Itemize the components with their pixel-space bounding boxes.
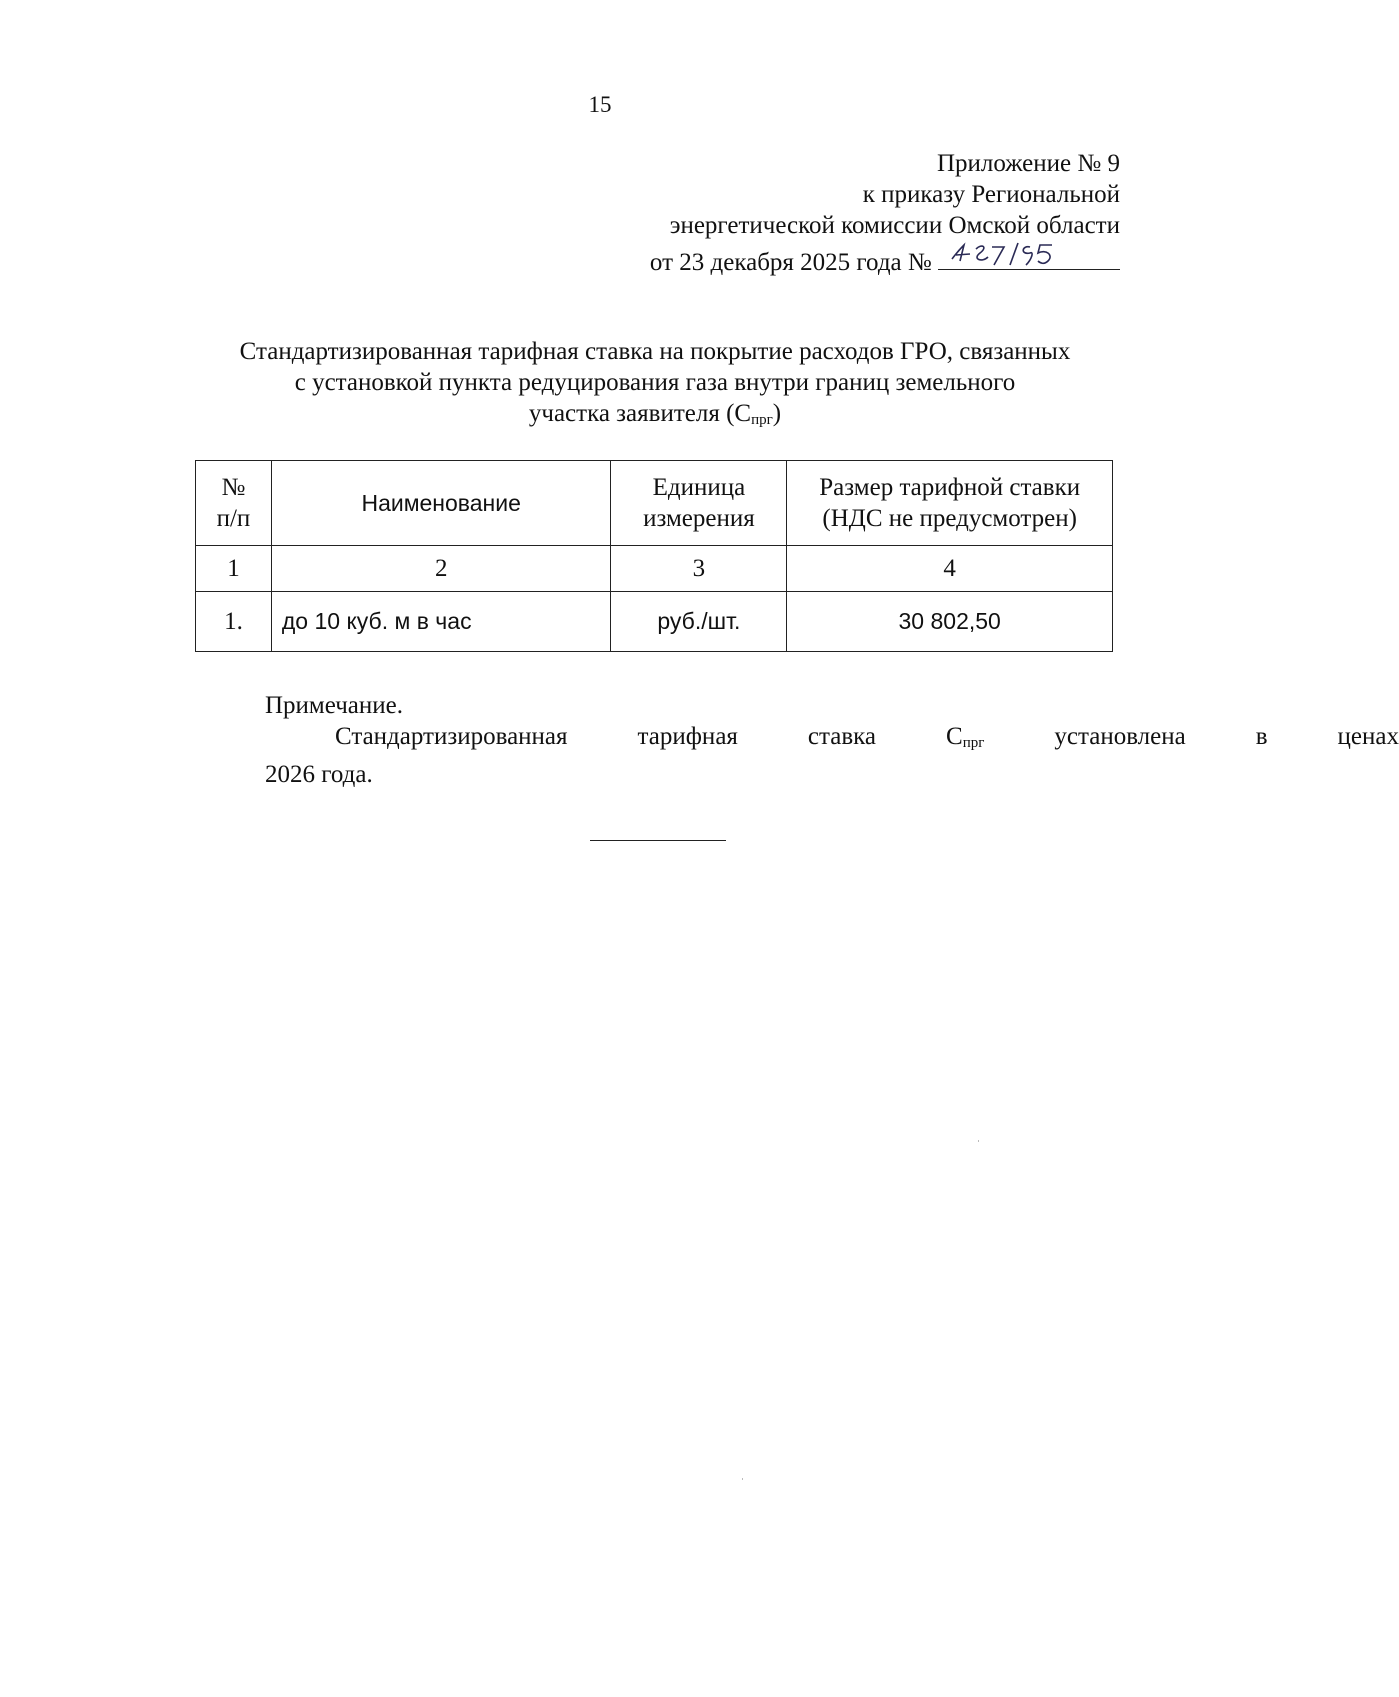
header-number-line-1: №	[221, 474, 246, 501]
note-symbol	[876, 721, 984, 759]
title-line-3	[190, 398, 1120, 436]
note-symbol-subscript: прг	[962, 735, 985, 751]
table-row	[196, 592, 1113, 652]
row-name: до 10 куб. м в час	[271, 592, 611, 652]
header-rate-line-1: Размер тарифной ставки	[819, 474, 1081, 501]
appendix-date: от 23 декабря 2025 года №	[649, 249, 932, 276]
title-line-1: Стандартизированная тарифная ставка на покрытие расходов ГРО, связанных	[239, 338, 1071, 365]
handwritten-signature-icon	[948, 241, 1068, 271]
note-word-3: ставка	[807, 723, 877, 750]
note-word-2: тарифная	[637, 723, 738, 750]
row-number: 1.	[196, 592, 272, 652]
note-title: Примечание.	[265, 692, 404, 719]
note-symbol-letter: С	[946, 723, 963, 750]
header-number	[196, 461, 272, 546]
header-unit-line-2: измерения	[643, 505, 755, 532]
column-number-2: 2	[271, 546, 611, 592]
table-header-row	[196, 461, 1113, 546]
header-name	[271, 461, 611, 546]
scan-speck	[742, 1478, 743, 1480]
header-rate-line-2: (НДС не предусмотрен)	[822, 505, 1077, 532]
row-unit: руб./шт.	[611, 592, 787, 652]
title-subscript: прг	[751, 412, 773, 428]
scan-speck	[978, 1140, 979, 1142]
note-word-5: в	[1255, 723, 1268, 750]
note-word-6: ценах	[1337, 723, 1399, 750]
tariff-table	[195, 460, 1113, 652]
header-name-text: Наименование	[361, 489, 521, 516]
note-word-4: установлена	[1054, 723, 1186, 750]
header-rate	[787, 461, 1113, 546]
note-section	[195, 690, 1399, 790]
order-number-handwritten	[938, 241, 1120, 270]
appendix-line-2: к приказу Региональной	[862, 181, 1120, 208]
closing-divider	[590, 840, 726, 841]
column-number-3: 3	[611, 546, 787, 592]
header-number-line-2: п/п	[216, 505, 251, 532]
header-unit	[611, 461, 787, 546]
row-rate: 30 802,50	[787, 592, 1113, 652]
note-text	[195, 721, 1399, 790]
title-line-3-close: )	[772, 400, 782, 427]
title-line-2: с установкой пункта редуцирования газа внутри границ земельного	[294, 369, 1016, 396]
note-text-line-1	[195, 721, 1399, 759]
column-number-4: 4	[787, 546, 1113, 592]
note-word-1: Стандартизированная	[335, 723, 568, 750]
appendix-line-4	[560, 241, 1120, 278]
appendix-line-3: энергетической комиссии Омской области	[669, 212, 1120, 239]
header-unit-line-1: Единица	[652, 474, 746, 501]
document-title	[190, 336, 1120, 436]
page-number: 15	[588, 92, 612, 117]
appendix-line-1: Приложение № 9	[936, 150, 1120, 177]
appendix-header	[560, 148, 1120, 278]
title-line-3-text: участка заявителя (С	[528, 400, 752, 427]
table-column-numbers-row	[196, 546, 1113, 592]
note-text-line-2: 2026 года.	[265, 761, 373, 788]
column-number-1: 1	[196, 546, 272, 592]
